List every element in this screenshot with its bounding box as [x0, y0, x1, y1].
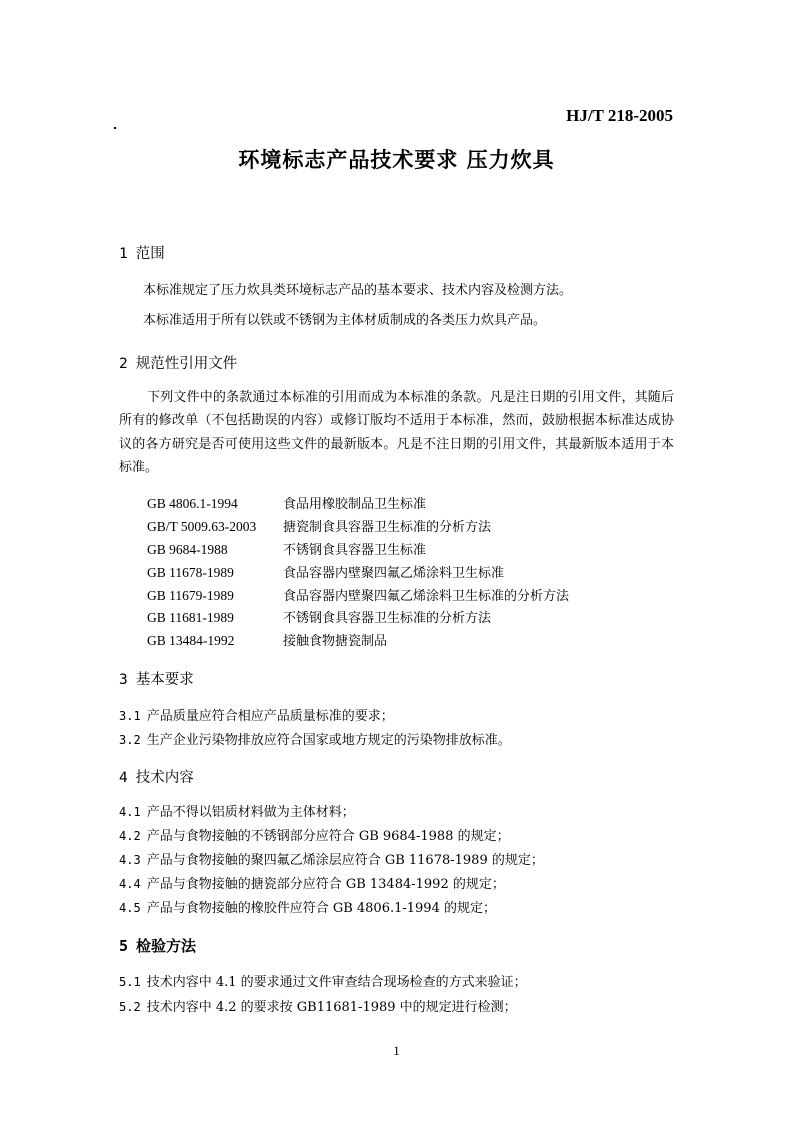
clause-item	[119, 996, 517, 1015]
clause-number: 4.3	[119, 853, 141, 867]
clause-item	[119, 729, 511, 748]
clause-number: 3.2	[119, 733, 141, 747]
section-4-heading	[119, 766, 194, 787]
reference-name: 食品容器内壁聚四氟乙烯涂料卫生标准的分析方法	[283, 589, 570, 604]
section-5-heading	[119, 935, 196, 956]
reference-item	[147, 539, 426, 558]
reference-name: 接触食物搪瓷制品	[283, 634, 388, 649]
section-number: 5	[119, 937, 129, 955]
clause-text: 产品不得以铝质材料做为主体材料；	[146, 805, 355, 820]
clause-item	[119, 873, 505, 892]
clause-number: 4.2	[119, 829, 141, 843]
clause-item	[119, 801, 355, 820]
reference-name: 不锈钢食具容器卫生标准	[283, 543, 427, 558]
references-paragraph: 下列文件中的条款通过本标准的引用而成为本标准的条款。凡是注日期的引用文件，其随后所有的修改单（不包括勘误的内容）或修订版均不适用于本标准，然而，鼓励根据本标准达成协议的各方研究是否可使用这些文件的最新版本。凡是不注日期的引用文件，其最新版本适用于本标准。	[119, 390, 674, 475]
reference-item	[147, 585, 569, 604]
clause-item	[119, 897, 496, 916]
reference-code: GB 9684-1988	[147, 542, 228, 557]
scope-paragraph-2: 本标准适用于所有以铁或不锈钢为主体材质制成的各类压力炊具产品。	[143, 313, 547, 328]
reference-name: 不锈钢食具容器卫生标准的分析方法	[283, 611, 492, 626]
section-title: 范围	[135, 246, 165, 262]
standard-number: HJ/T 218-2005	[566, 106, 673, 125]
clause-text: 技术内容中 4.1 的要求通过文件审查结合现场检查的方式来验证；	[146, 975, 527, 990]
clause-item	[119, 971, 527, 990]
clause-item	[119, 705, 394, 724]
reference-name: 搪瓷制食具容器卫生标准的分析方法	[283, 520, 492, 535]
reference-code: GB 11681-1989	[147, 610, 234, 625]
section-number: 4	[119, 770, 128, 786]
clause-text: 产品与食物接触的聚四氟乙烯涂层应符合 GB 11678-1989 的规定；	[146, 853, 544, 868]
section-title: 检验方法	[136, 937, 197, 955]
section-number: 2	[119, 356, 128, 372]
reference-item	[147, 493, 426, 512]
clause-text: 产品质量应符合相应产品质量标准的要求；	[146, 709, 394, 724]
clause-item	[119, 849, 544, 868]
reference-name: 食品用橡胶制品卫生标准	[283, 497, 427, 512]
reference-code: GB/T 5009.63-2003	[147, 519, 257, 534]
clause-text: 技术内容中 4.2 的要求按 GB11681-1989 中的规定进行检测；	[146, 1000, 517, 1015]
section-title: 技术内容	[135, 770, 194, 786]
reference-item	[147, 562, 504, 581]
page-number: 1	[393, 1043, 400, 1058]
clause-number: 5.1	[119, 975, 141, 989]
reference-item	[147, 607, 491, 626]
clause-number: 4.4	[119, 877, 141, 891]
clause-number: 3.1	[119, 709, 141, 723]
reference-code: GB 11679-1989	[147, 588, 234, 603]
clause-number: 4.5	[119, 901, 141, 915]
reference-code: GB 11678-1989	[147, 565, 234, 580]
document-title: 环境标志产品技术要求 压力炊具	[238, 148, 555, 172]
scope-paragraph-1: 本标准规定了压力炊具类环境标志产品的基本要求、技术内容及检测方法。	[143, 283, 573, 298]
section-number: 1	[119, 246, 128, 262]
clause-item	[119, 825, 510, 844]
stray-dot	[114, 127, 116, 129]
section-title: 基本要求	[135, 672, 194, 688]
clause-text: 产品与食物接触的橡胶件应符合 GB 4806.1-1994 的规定；	[146, 901, 496, 916]
section-2-heading	[119, 352, 237, 373]
reference-name: 食品容器内壁聚四氟乙烯涂料卫生标准	[283, 566, 505, 581]
clause-text: 产品与食物接触的不锈钢部分应符合 GB 9684-1988 的规定；	[146, 829, 510, 844]
reference-item	[147, 630, 387, 649]
reference-code: GB 13484-1992	[147, 633, 235, 648]
reference-item	[147, 516, 491, 535]
clause-number: 4.1	[119, 805, 141, 819]
clause-number: 5.2	[119, 1000, 141, 1014]
section-number: 3	[119, 672, 128, 688]
clause-text: 生产企业污染物排放应符合国家或地方规定的污染物排放标准。	[146, 733, 511, 748]
section-3-heading	[119, 668, 194, 689]
clause-text: 产品与食物接触的搪瓷部分应符合 GB 13484-1992 的规定；	[146, 877, 505, 892]
section-1-heading	[119, 242, 165, 263]
reference-code: GB 4806.1-1994	[147, 496, 238, 511]
section-title: 规范性引用文件	[135, 356, 238, 372]
